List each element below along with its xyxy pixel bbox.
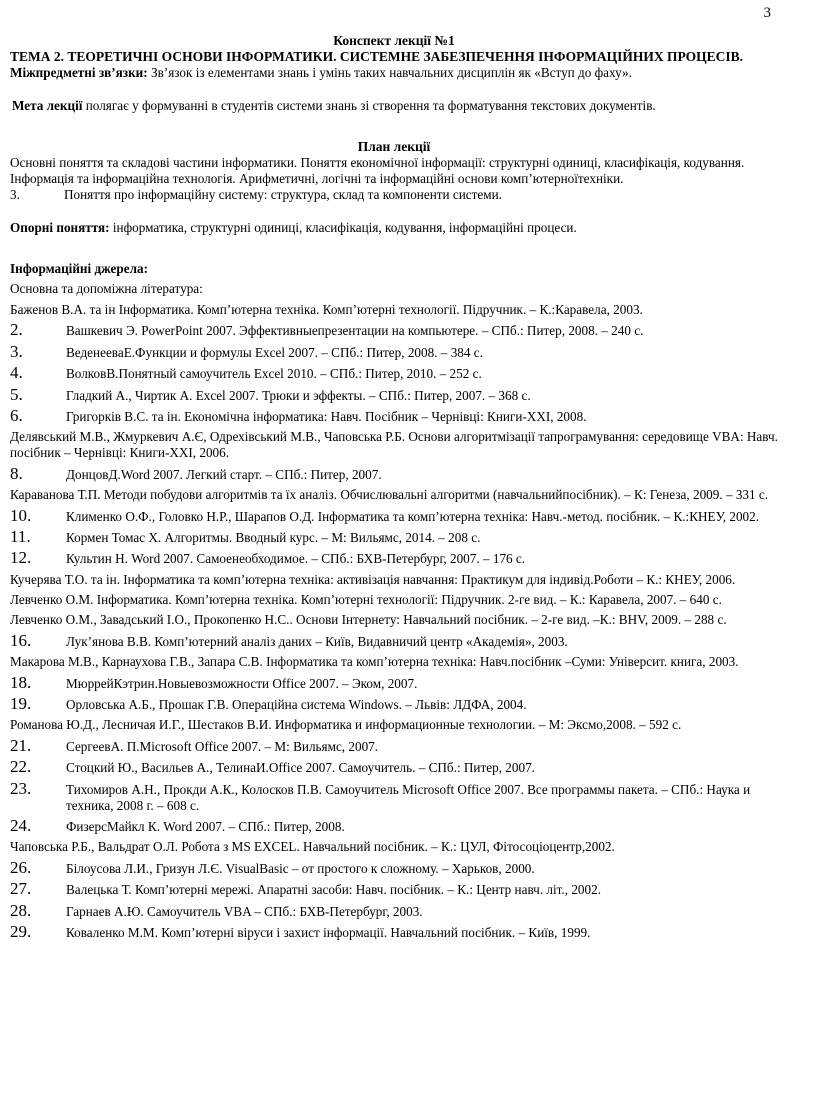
reference-number: 27. [10, 879, 32, 899]
page-content [10, 33, 778, 945]
reference-text: Гладкий А., Чиртик А. Excel 2007. Трюки и эффекты. – СПб.: Питер, 2007. – 368 с. [66, 387, 531, 403]
reference-item [10, 405, 778, 425]
reference-item [10, 900, 778, 920]
key-concepts-text: інформатика, структурні одиниці, класифікація, кодування, інформаційні процеси. [109, 220, 577, 235]
reference-item: Караванова Т.П. Методи побудови алгоритмів та їх аналіз. Обчислювальні алгоритми (навчальнийпосібник). – К: Генеза, 2009. – 331 с. [10, 487, 769, 503]
reference-item: Макарова М.В., Карнаухова Г.В., Запара С.В. Інформатика та комп’ютерна техніка: Навч.посібник –Суми: Університ. книга, 2003. [10, 654, 739, 670]
reference-number: 24. [10, 815, 32, 835]
reference-text: Білоусова Л.И., Гризун Л.Є. VisualBasic – от простого к сложному. – Харьков, 2000. [66, 860, 535, 876]
reference-item [10, 672, 778, 692]
reference-item: Чаповська Р.Б., Вальдрат О.Л. Робота з MS EXCEL. Навчальний посібник. – К.: ЦУЛ, Фітосоціоцентр,2002. [10, 839, 615, 855]
key-concepts-paragraph [10, 220, 778, 236]
reference-item: Левченко О.М., Завадський І.О., Прокопенко Н.С.. Основи Інтернету: Навчальний посібник. – 2-ге вид. –К.: BHV, 2009. – 288 с. [10, 612, 727, 628]
reference-text: Стоцкий Ю., Васильев А., ТелинаИ.Office 2007. Самоучитель. – СПб.: Питер, 2007. [66, 760, 535, 776]
reference-text: ВеденееваЕ.Функции и формулы Excel 2007. – СПб.: Питер, 2008. – 384 с. [66, 344, 483, 360]
reference-number: 11. [10, 526, 31, 546]
reference-text: ДонцовД.Word 2007. Легкий старт. – СПб.: Питер, 2007. [66, 466, 382, 482]
reference-item: Романова Ю.Д., Лесничая И.Г., Шестаков В.И. Информатика и информационные технологии. – М: Эксмо,2008. – 592 с. [10, 717, 682, 733]
reference-number: 18. [10, 672, 32, 692]
reference-item [10, 505, 778, 525]
theme-heading: ТЕМА 2. ТЕОРЕТИЧНІ ОСНОВИ ІНФОРМАТИКИ. СИСТЕМНЕ ЗАБЕЗПЕЧЕННЯ ІНФОРМАЦІЙНИХ ПРОЦЕСІВ. [10, 49, 744, 64]
reference-item [10, 550, 778, 567]
sources-subheading: Основна та допоміжна література: [10, 281, 203, 296]
goal-label: Мета лекції [12, 98, 83, 113]
reference-item [10, 735, 778, 755]
reference-item [10, 365, 778, 382]
lecture-title: Конспект лекції №1 [333, 33, 455, 48]
interdisciplinary-text: Зв’язок із елементами знань і умінь таких навчальних дисциплін як «Вступ до фаху». [147, 65, 632, 80]
reference-text: Григорків В.С. та ін. Економічна інформатика: Навч. Посібник – Чернівці: Книги-ХХІ, 2008. [66, 408, 587, 424]
reference-list [10, 302, 778, 941]
reference-item [10, 463, 778, 483]
reference-item: Левченко О.М. Інформатика. Комп’ютерна техніка. Комп’ютерні технології: Підручник. 2-ге вид. – К.: Каравела, 2007. – 640 с. [10, 592, 722, 608]
interdisciplinary-paragraph [10, 65, 778, 81]
reference-number: 19. [10, 694, 32, 714]
key-concepts-label: Опорні поняття: [10, 220, 110, 235]
reference-text: Гарнаев А.Ю. Самоучитель VBA – СПб.: БХВ-Петербург, 2003. [66, 903, 423, 919]
reference-item [10, 881, 778, 898]
reference-number: 26. [10, 857, 32, 877]
reference-number: 22. [10, 757, 32, 777]
interdisciplinary-label: Міжпредметні зв’язки: [10, 65, 148, 80]
reference-number: 16. [10, 630, 32, 650]
plan-item-3-text: Поняття про інформаційну систему: структура, склад та компоненти системи. [64, 187, 502, 202]
goal-text: полягає у формуванні в студентів системи знань зі створення та форматування текстових документів. [82, 98, 656, 113]
reference-item [10, 921, 778, 941]
reference-text: Вашкевич Э. PowerPoint 2007. Эффективныепрезентации на компьютере. – СПб.: Питер, 2008. – 240 с. [66, 323, 644, 339]
sources-heading: Інформаційні джерела: [10, 261, 148, 276]
reference-number: 21. [10, 735, 32, 755]
reference-item: Делявський М.В., Жмуркевич А.Є, Одрехівський М.В., Чаповська Р.Б. Основи алгоритмізації тапрограмування: середовище VBA: Навч. посібник – Чернівці: Книги-ХХІ, 2006. [10, 429, 778, 461]
reference-text: ВолковВ.Понятный самоучитель Excel 2010. – СПб.: Питер, 2010. – 252 с. [66, 366, 482, 382]
reference-item [10, 815, 778, 835]
plan-item-1: Основні поняття та складові частини інформатики. Поняття економічної інформації: структурні одиниці, класифікація, кодування. [10, 155, 745, 170]
reference-text: СергеевА. П.Microsoft Office 2007. – М: Вильямс, 2007. [66, 738, 379, 754]
reference-number: 29. [10, 921, 32, 941]
reference-number: 2. [10, 320, 23, 340]
reference-number: 5. [10, 384, 23, 404]
reference-text: Коваленко М.М. Комп’ютерні віруси і захист інформації. Навчальний посібник. – Київ, 1999. [66, 924, 591, 940]
plan-heading: План лекції [357, 139, 431, 154]
reference-item [10, 778, 778, 814]
reference-item: Кучерява Т.О. та ін. Інформатика та комп’ютерна техніка: активізація навчання: Практикум для індивід.Роботи – К.: КНЕУ, 2006. [10, 571, 736, 587]
reference-text: ФизерсМайкл К. Word 2007. – СПб.: Питер, 2008. [66, 818, 345, 834]
reference-text: Тихомиров А.Н., Прокди А.К., Колосков П.В. Самоучитель Microsoft Office 2007. Все программы пакета. – СПб.: Наука и техника, 2008 г. – 608 с. [66, 781, 751, 813]
reference-item [10, 322, 778, 339]
reference-text: Кормен Томас Х. Алгоритмы. Вводный курс. – М: Вильямс, 2014. – 208 с. [66, 529, 481, 545]
reference-number: 12. [10, 548, 32, 568]
reference-number: 28. [10, 900, 32, 920]
reference-item [10, 384, 778, 404]
reference-number: 23. [10, 778, 32, 798]
reference-text: Культин Н. Word 2007. Самоенеобходимое. – СПб.: БХВ-Петербург, 2007. – 176 с. [66, 551, 526, 567]
reference-item [10, 630, 778, 650]
plan-item-3 [10, 187, 778, 203]
goal-paragraph [10, 98, 778, 114]
plan-item-3-number: 3. [10, 187, 20, 202]
reference-item [10, 526, 778, 546]
reference-item [10, 341, 778, 361]
reference-text: МюррейКэтрин.Новыевозможности Office 2007. – Эком, 2007. [66, 675, 418, 691]
reference-item [10, 696, 778, 713]
reference-text: Орловська А.Б., Прошак Г.В. Операційна система Windows. – Львів: ЛДФА, 2004. [66, 697, 527, 713]
reference-number: 10. [10, 505, 32, 525]
reference-item: Баженов В.А. та ін Інформатика. Комп’ютерна техніка. Комп’ютерні технології. Підручник. – К.:Каравела, 2003. [10, 302, 643, 317]
plan-item-2: Інформація та інформаційна технологія. Арифметичні, логічні та інформаційні основи комп’ютерноїтехніки. [10, 171, 624, 186]
reference-text: Лук’янова В.В. Комп’ютерний аналіз даних – Київ, Видавничий центр «Академія», 2003. [66, 633, 568, 649]
reference-text: Валецька Т. Комп’ютерні мережі. Апаратні засоби: Навч. посібник. – К.: Центр навч. літ., 2002. [66, 882, 601, 898]
page-number: 3 [763, 5, 771, 21]
reference-number: 8. [10, 463, 23, 483]
reference-number: 3. [10, 341, 23, 361]
reference-item [10, 857, 778, 877]
reference-number: 6. [10, 405, 23, 425]
reference-number: 4. [10, 363, 23, 383]
reference-item [10, 759, 778, 776]
reference-text: Клименко О.Ф., Головко Н.Р., Шарапов О.Д. Інформатика та комп’ютерна техніка: Навч.-метод. посібник. – К.:КНЕУ, 2002. [66, 508, 760, 524]
